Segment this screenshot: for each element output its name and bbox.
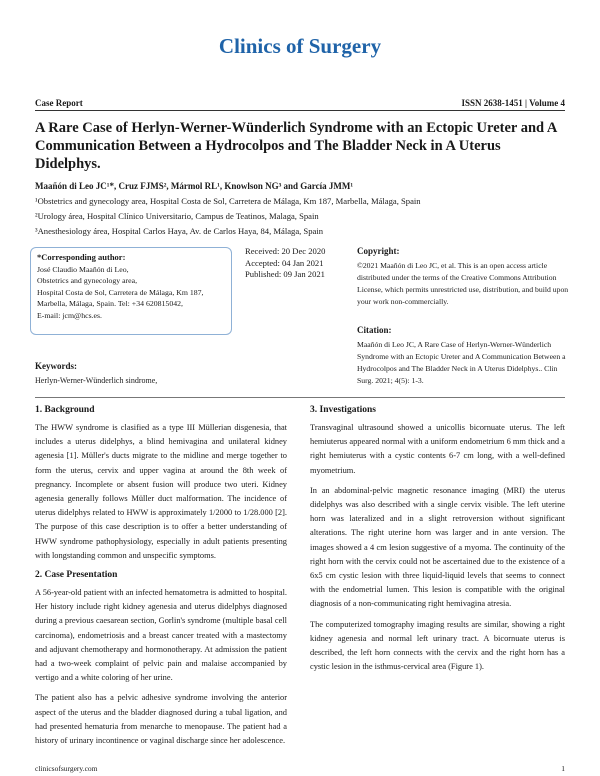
affiliation-1: ¹Obstetrics and gynecology area, Hospital Costa de Sol, Carretera de Málaga, Km 187, Marbella, Málaga, Spain bbox=[35, 196, 421, 206]
published-date: Published: 09 Jan 2021 bbox=[245, 269, 325, 279]
section-divider bbox=[35, 397, 565, 398]
corresponding-line: Obstetrics and gynecology area, bbox=[37, 276, 138, 286]
case-paragraph-1: A 56-year-old patient with an infected hematometra is admitted to hospital. Her history include right kidney agenesia and uterus didelphys diagnosed during a previous caesarean section, Gorlin's syndrome (multiple basal cell carcinoma), endometriosis and a breast cancer treated with a mastectomy and adjuvant chemotherapy and hormonotherapy. At admission the patient had a two-week complaint of pelvic pain and malaise accompanied by vertigo and a white coloring of her urine. bbox=[35, 588, 287, 683]
copyright-text: ©2021 Maañón di Leo JC, et al. This is an open access article distributed under the terms of the Creative Commons Attribution License, which permits unrestricted use, distribution, and build upon your work non-commercially. bbox=[357, 261, 569, 306]
author-list: Maañón di Leo JC¹*, Cruz FJMS², Mármol RL¹, Knowlson NG³ and García JMM¹ bbox=[35, 181, 354, 191]
investigations-paragraph-2: In an abdominal-pelvic magnetic resonance imaging (MRI) the uterus didelphys was also described with a single cervix visible. The left uterine horn was lateralized and in a slight retroversion without significant alterations. The right uterine horn was larger and in ante version. The images showed a 4 cm lesion suggestive of a myoma. The continuity of the right horn with the cervix could not be ascertained due to the existence of a 6x5 cm cystic lesion with three liquid-liquid levels that seems to connect with the endometrial lumen. This lesion is compatible with the original diagnosis of a non-communicating right hemivagina atresia. bbox=[310, 485, 565, 609]
right-column bbox=[310, 404, 565, 680]
background-heading: 1. Background bbox=[35, 405, 95, 415]
footer-url[interactable]: clinicsofsurgery.com bbox=[35, 764, 98, 773]
journal-title: Clinics of Surgery bbox=[218, 34, 382, 58]
citation-text: Maañón di Leo JC, A Rare Case of Herlyn-Werner-Wünderlich Syndrome with an Ectopic Ureter and A Communication Between a Hydrocolpos and The Bladder Neck in A Uterus Didelphys.. Clin Surg. 2021; 4(5): 1-3. bbox=[357, 340, 566, 385]
affiliation-3: ³Anesthesiology área, Hospital Carlos Haya, Av. de Carlos Haya, 84, Málaga, Spain bbox=[35, 226, 324, 236]
accepted-date: Accepted: 04 Jan 2021 bbox=[245, 257, 324, 268]
background-text: The HWW syndrome is clasified as a type III Müllerian disgenesia, that includes a uterus didelphys, a blind hemivagina and unilateral kidney agenesia [1]. Müller's ducts migrate to the midline and merge together to form the uterus, cervix and upper vagina at around the 8th week of pregnancy. Incomplete or absent fusion will produce two uteri. Kidney agenesia generally follows Müller duct malformation. The incidence of uterus didelphys related to HWW is approximately 1/2000 to 1/28.000 [2]. The purpose of this case description is to offer a better understanding of HWW syndrome pathophysiology, especially in adult patients presenting with longstanding common and unspecific symptoms. bbox=[35, 423, 287, 560]
corresponding-heading: *Corresponding author: bbox=[37, 252, 126, 262]
article-title: A Rare Case of Herlyn-Werner-Wünderlich Syndrome with an Ectopic Ureter and A Communication Between a Hydrocolpos and The Bladder Neck in A Uterus Didelphys. bbox=[35, 120, 557, 172]
article-type: Case Report bbox=[35, 98, 83, 108]
case-paragraph-2: The patient also has a pelvic adhesive syndrome involving the anterior aspect of the uterus and the bladder diagnosed during a tubal ligation, and had presented hematuria from menarche to menopause. The patient had a history of urinary incontinence or vaginal discharge since her adolescence. bbox=[35, 693, 287, 746]
affiliation-2: ²Urology área, Hospital Clínico Universitario, Campus de Teatinos, Malaga, Spain bbox=[35, 211, 319, 221]
keywords-heading: Keywords: bbox=[35, 361, 77, 371]
investigations-heading: 3. Investigations bbox=[310, 405, 376, 415]
received-date: Received: 20 Dec 2020 bbox=[245, 246, 326, 256]
corresponding-line: Marbella, Málaga, Spain. Tel: +34 620815042, bbox=[37, 299, 183, 309]
corresponding-line: Hospital Costa de Sol, Carretera de Málaga, Km 187, bbox=[37, 287, 204, 297]
copyright-heading: Copyright: bbox=[357, 246, 400, 256]
case-heading: 2. Case Presentation bbox=[35, 570, 118, 581]
header-rule bbox=[35, 110, 565, 111]
corresponding-line: José Claudio Maañón di Leo, bbox=[37, 264, 129, 274]
corresponding-author-box bbox=[30, 247, 232, 335]
issn-volume: ISSN 2638-1451 | Volume 4 bbox=[461, 98, 565, 108]
corresponding-line: E-mail: jcm@hcs.es. bbox=[37, 310, 102, 320]
left-column bbox=[35, 404, 287, 754]
article-dates bbox=[245, 246, 325, 281]
keywords-text: Herlyn-Werner-Wünderlich sindrome, bbox=[35, 376, 158, 385]
citation-heading: Citation: bbox=[357, 325, 392, 335]
page-number: 1 bbox=[561, 764, 565, 773]
investigations-paragraph-3: The computerized tomography imaging results are similar, showing a right kidney agenesia and normal left urinary tract. A bicornuate uterus is described, the left horn connects with the cervix and the right horn has a cystic lesion in the isthmus-cervical area (Figure 1). bbox=[310, 619, 565, 672]
investigations-paragraph-1: Transvaginal ultrasound showed a unicollis bicornuate uterus. The left hemiuterus appeared normal with a uniform endometrium 6 mm thick and a right hemiuterus with a cystic contents 6-7 cm long, with a well-defined myometrium. bbox=[310, 423, 565, 475]
